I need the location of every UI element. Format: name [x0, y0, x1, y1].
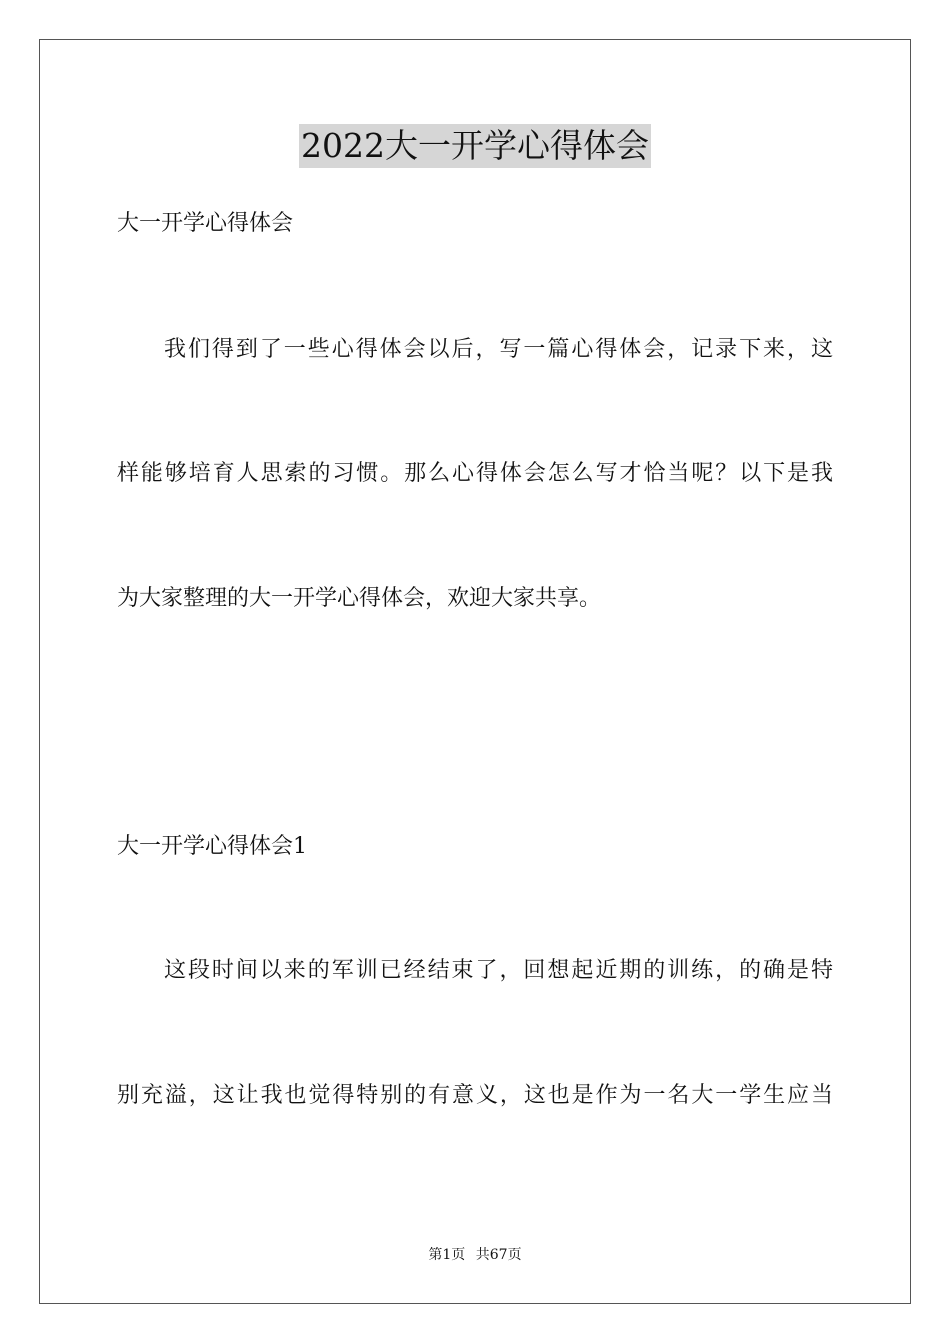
page-number: 第1页	[428, 1247, 466, 1263]
document-subtitle: 大一开学心得体会	[117, 211, 294, 236]
title-container	[0, 124, 950, 168]
paragraph-1-line-1: 我们得到了一些心得体会以后，写一篇心得体会，记录下来，这	[164, 337, 833, 362]
paragraph-2-line-1: 这段时间以来的军训已经结束了，回想起近期的训练，的确是特	[164, 958, 833, 983]
paragraph-1-line-2: 样能够培育人思索的习惯。那么心得体会怎么写才恰当呢？以下是我	[117, 461, 833, 486]
total-pages: 共67页	[475, 1247, 522, 1263]
document-title: 2022大一开学心得体会	[299, 124, 651, 168]
paragraph-2-line-2: 别充溢，这让我也觉得特别的有意义，这也是作为一名大一学生应当	[117, 1083, 833, 1108]
page-footer	[0, 1245, 950, 1265]
paragraph-1-line-3: 为大家整理的大一开学心得体会，欢迎大家共享。	[117, 586, 602, 611]
section-1-heading: 大一开学心得体会1	[117, 834, 307, 859]
